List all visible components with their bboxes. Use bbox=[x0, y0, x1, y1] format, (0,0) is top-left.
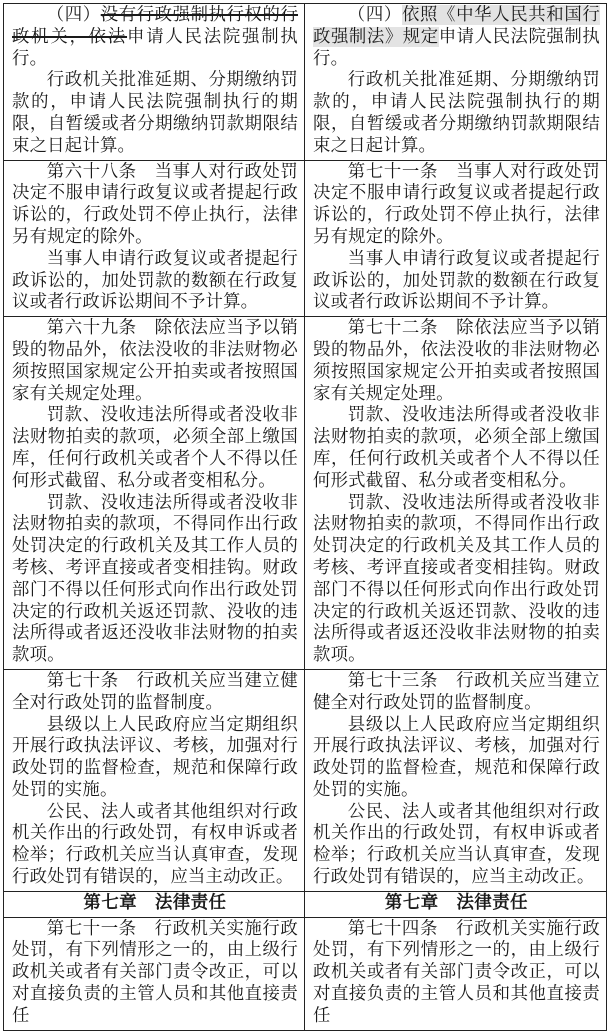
paragraph bbox=[313, 249, 600, 314]
paragraph bbox=[12, 405, 298, 492]
paragraph bbox=[313, 671, 600, 715]
paragraph bbox=[12, 249, 298, 314]
text-segment: 第七十条 行政机关应当建立健全对行政处罚的监督制度。 bbox=[12, 670, 298, 713]
paragraph bbox=[313, 715, 600, 802]
chapter-title: 第七章 法律责任 bbox=[384, 892, 529, 913]
added-text: 依照《中华人民共和国行政强制法》规定 bbox=[313, 5, 600, 47]
chapter-heading-left bbox=[4, 891, 305, 917]
text-segment: 罚款、没收违法所得或者没收非法财物拍卖的款项，不得同作出行政处罚决定的行政机关及其工作人员的考核、考评直接或者变相挂钩。财政部门不得以任何形式向作出行政处罚决定的行政机关返还罚款、没收的违法所得或者返还没收非法财物的拍卖款项。 bbox=[12, 492, 298, 666]
paragraph bbox=[313, 318, 600, 405]
text-segment: 第六十九条 除依法应当予以销毁的物品外，依法没收的非法财物必须按照国家规定公开拍卖或者按照国家有关规定处理。 bbox=[12, 318, 298, 404]
text-segment: 第七十一条 行政机关实施行政处罚，有下列情形之一的，由上级行政机关或者有关部门责令改正，可以对直接负责的主管人员和其他直接责任 bbox=[12, 918, 298, 1026]
text-segment: 行政机关批准延期、分期缴纳罚款的，申请人民法院强制执行的期限，自暂缓或者分期缴纳罚款期限结束之日起计算。 bbox=[313, 70, 600, 156]
text-segment: 县级以上人民政府应当定期组织开展行政执法评议、考核，加强对行政处罚的监督检查，规范和保障行政处罚的实施。 bbox=[12, 714, 298, 800]
text-segment: 第七十二条 除依法应当予以销毁的物品外，依法没收的非法财物必须按照国家规定公开拍卖或者按照国家有关规定处理。 bbox=[313, 318, 600, 404]
right-cell bbox=[305, 917, 607, 1030]
paragraph bbox=[12, 493, 298, 667]
paragraph bbox=[313, 802, 600, 889]
table-row bbox=[4, 669, 607, 891]
paragraph bbox=[12, 5, 298, 70]
comparison-table bbox=[3, 3, 607, 1031]
text-segment: 罚款、没收违法所得或者没收非法财物拍卖的款项，不得同作出行政处罚决定的行政机关及其工作人员的考核、考评直接或者变相挂钩。财政部门不得以任何形式向作出行政处罚决定的行政机关返还罚款、没收的违法所得或者返还没收非法财物的拍卖款项。 bbox=[313, 492, 600, 666]
text-segment: 公民、法人或者其他组织对行政机关作出的行政处罚，有权申诉或者检举；行政机关应当认真审查，发现行政处罚有错误的，应当主动改正。 bbox=[12, 801, 298, 888]
text-segment: 第七十四条 行政机关实施行政处罚，有下列情形之一的，由上级行政机关或者有关部门责令改正，可以对直接负责的主管人员和其他直接责任 bbox=[313, 918, 600, 1026]
right-cell bbox=[305, 669, 607, 891]
text-segment: 第六十八条 当事人对行政处罚决定不服申请行政复议或者提起行政诉讼的，行政处罚不停止执行，法律另有规定的除外。 bbox=[12, 161, 298, 247]
text-segment: （四） bbox=[347, 5, 402, 25]
text-segment: 行政机关批准延期、分期缴纳罚款的，申请人民法院强制执行的期限，自暂缓或者分期缴纳罚款期限结束之日起计算。 bbox=[12, 70, 298, 156]
paragraph bbox=[313, 919, 600, 1028]
table-row bbox=[4, 317, 607, 670]
text-segment: 当事人申请行政复议或者提起行政诉讼的，加处罚款的数额在行政复议或者行政诉讼期间不予计算。 bbox=[12, 248, 298, 313]
paragraph bbox=[12, 802, 298, 889]
chapter-title: 第七章 法律责任 bbox=[83, 892, 227, 913]
left-cell bbox=[4, 669, 305, 891]
paragraph bbox=[313, 405, 600, 492]
left-cell bbox=[4, 4, 305, 161]
paragraph bbox=[12, 671, 298, 715]
text-segment: （四） bbox=[46, 5, 101, 25]
left-cell bbox=[4, 317, 305, 670]
text-segment: 罚款、没收违法所得或者没收非法财物拍卖的款项，必须全部上缴国库，任何行政机关或者个人不得以任何形式截留、私分或者变相私分。 bbox=[12, 405, 298, 491]
table-row bbox=[4, 917, 607, 1030]
text-segment: 罚款、没收违法所得或者没收非法财物拍卖的款项，必须全部上缴国库，任何行政机关或者个人不得以任何形式截留、私分或者变相私分。 bbox=[313, 405, 600, 491]
left-cell bbox=[4, 917, 305, 1030]
right-cell bbox=[305, 160, 607, 317]
paragraph bbox=[12, 919, 298, 1028]
paragraph bbox=[313, 70, 600, 157]
deleted-text: 没有行政强制执行权的行政机关，依法 bbox=[12, 5, 299, 47]
text-segment: 申请人民法院强制执行。 bbox=[12, 26, 298, 69]
right-cell bbox=[305, 317, 607, 670]
paragraph bbox=[12, 70, 298, 157]
table-row bbox=[4, 4, 607, 161]
text-segment: 当事人申请行政复议或者提起行政诉讼的，加处罚款的数额在行政复议或者行政诉讼期间不予计算。 bbox=[313, 248, 600, 313]
text-segment: 县级以上人民政府应当定期组织开展行政执法评议、考核，加强对行政处罚的监督检查，规范和保障行政处罚的实施。 bbox=[313, 714, 600, 800]
paragraph bbox=[12, 715, 298, 802]
paragraph bbox=[313, 162, 600, 249]
text-segment: 第七十一条 当事人对行政处罚决定不服申请行政复议或者提起行政诉讼的，行政处罚不停止执行，法律另有规定的除外。 bbox=[313, 161, 600, 247]
text-segment: 公民、法人或者其他组织对行政机关作出的行政处罚，有权申诉或者检举；行政机关应当认真审查，发现行政处罚有错误的，应当主动改正。 bbox=[313, 801, 600, 888]
paragraph bbox=[313, 5, 600, 70]
text-segment: 申请人民法院强制执行。 bbox=[313, 26, 600, 69]
right-cell bbox=[305, 4, 607, 161]
paragraph bbox=[313, 493, 600, 667]
chapter-row bbox=[4, 891, 607, 917]
chapter-heading-right bbox=[305, 891, 607, 917]
text-segment: 第七十三条 行政机关应当建立健全对行政处罚的监督制度。 bbox=[313, 670, 600, 713]
paragraph bbox=[12, 162, 298, 249]
paragraph bbox=[12, 318, 298, 405]
table-row bbox=[4, 160, 607, 317]
left-cell bbox=[4, 160, 305, 317]
